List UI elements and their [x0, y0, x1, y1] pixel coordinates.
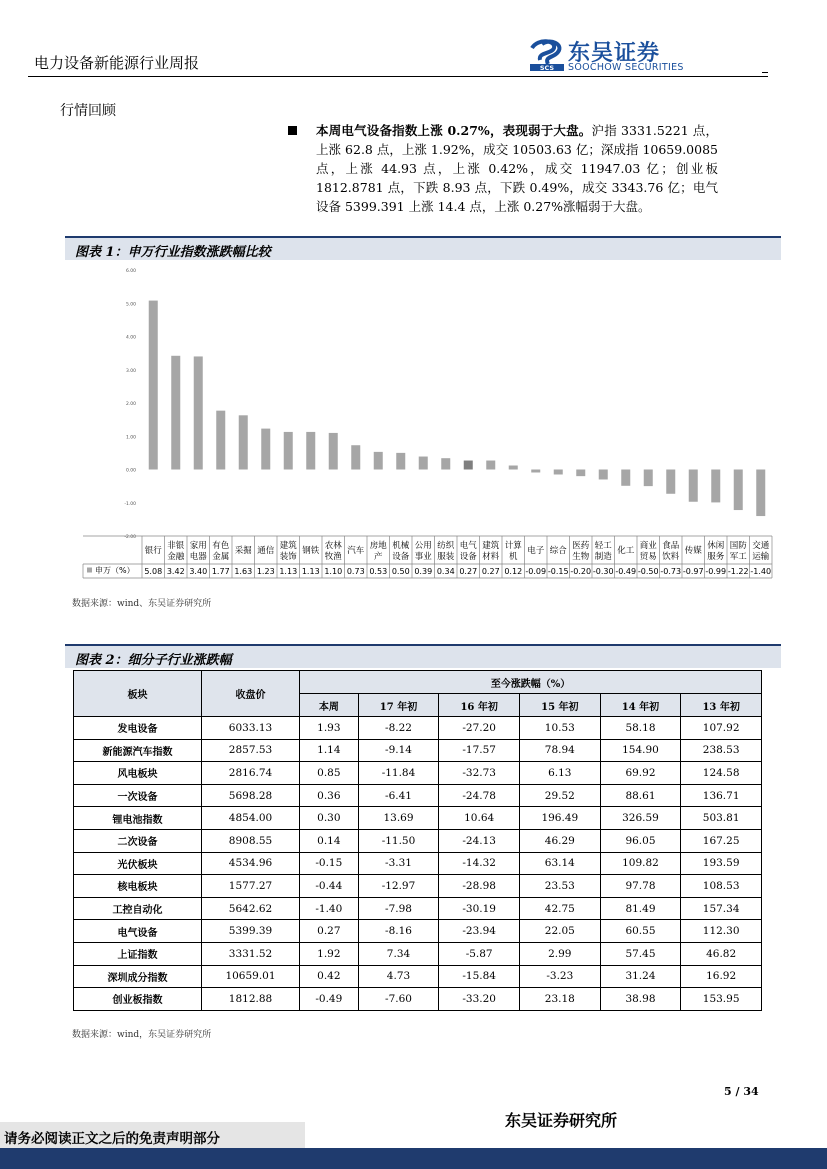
value-label: 3.40	[189, 567, 208, 576]
category-label: 食品	[662, 541, 680, 551]
summary-body: 沪指 3331.5221 点，上涨 62.8 点，上涨 1.92%，成交 10503.63 亿；深成指 10659.0085 点，上涨 44.93 点，上涨 0.42%，成交 11947.03 亿；创业板 1812.8781 点，下跌 8.93 点，下跌 0.49%，成交 3343.76 亿；电气设备 5399.391 上涨 14.4 点，上涨 0.27%涨幅弱于大盘。	[316, 123, 718, 214]
bar-2	[194, 356, 203, 469]
value-cell: -28.98	[439, 875, 520, 898]
value-cell: -7.60	[358, 988, 439, 1011]
category-label: 机械	[392, 541, 410, 551]
bar-12	[419, 457, 428, 470]
value-cell: -32.73	[439, 762, 520, 785]
value-label: 1.77	[211, 567, 230, 576]
value-cell: -6.41	[358, 784, 439, 807]
figure2-source: 数据来源：wind，东吴证券研究所	[72, 1030, 212, 1040]
category-label: 电子	[527, 546, 545, 556]
value-cell: 5698.28	[202, 784, 300, 807]
bar-14	[464, 461, 473, 470]
value-cell: 16.92	[681, 965, 762, 988]
category-label: 金融	[167, 552, 185, 562]
category-label: 非银	[167, 541, 185, 551]
figure1-source: 数据来源：wind、东吴证券研究所	[72, 599, 212, 609]
disclaimer-text: 请务必阅读正文之后的免责声明部分	[4, 1131, 220, 1147]
sector-name-cell: 二次设备	[74, 829, 202, 852]
value-cell: 238.53	[681, 739, 762, 762]
value-label: 1.23	[256, 567, 275, 576]
table-row	[74, 739, 762, 762]
category-label: 农林	[324, 541, 342, 551]
y-tick-label: 4.00	[125, 335, 136, 341]
sector-name-cell: 工控自动化	[74, 897, 202, 920]
footer-band	[0, 1148, 827, 1169]
value-cell: 6.13	[519, 762, 600, 785]
logo-english: SOOCHOW SECURITIES	[568, 62, 684, 73]
scs-logo-mark-icon	[528, 38, 566, 72]
bar-20	[599, 470, 608, 480]
value-cell: 124.58	[681, 762, 762, 785]
value-cell: -14.32	[439, 852, 520, 875]
header-close: 收盘价	[202, 671, 300, 717]
header-dash	[762, 72, 768, 73]
bar-21	[621, 470, 630, 486]
value-label: 0.27	[459, 567, 478, 576]
value-cell: 10659.01	[202, 965, 300, 988]
category-label: 贸易	[639, 552, 657, 562]
header-period-4: 14 年初	[600, 694, 681, 717]
sector-name-cell: 电气设备	[74, 920, 202, 943]
value-cell: -9.14	[358, 739, 439, 762]
category-label: 医药	[572, 541, 590, 551]
value-cell: 4854.00	[202, 807, 300, 830]
value-label: -0.20	[570, 567, 592, 576]
value-cell: 23.18	[519, 988, 600, 1011]
value-cell: -11.84	[358, 762, 439, 785]
category-label: 综合	[549, 546, 567, 556]
value-cell: 29.52	[519, 784, 600, 807]
value-label: 0.27	[481, 567, 500, 576]
figure2-caption-bar	[65, 644, 781, 668]
value-cell: 81.49	[600, 897, 681, 920]
figure1-caption: 图表 1：申万行业指数涨跌幅比较	[75, 245, 271, 260]
figure1-caption-bar	[65, 236, 781, 260]
bar-15	[486, 461, 495, 470]
y-tick-label: 5.00	[125, 302, 136, 308]
sector-name-cell: 锂电池指数	[74, 807, 202, 830]
y-tick-label: -2.00	[124, 535, 136, 540]
header-period-2: 16 年初	[439, 694, 520, 717]
table-row	[74, 965, 762, 988]
bar-0	[149, 301, 158, 470]
category-label: 建筑	[279, 541, 297, 551]
category-label: 休闲	[707, 541, 725, 551]
bar-6	[284, 432, 293, 470]
category-label: 服装	[437, 552, 455, 562]
sector-name-cell: 上证指数	[74, 942, 202, 965]
sector-name-cell: 深圳成分指数	[74, 965, 202, 988]
subsector-table	[73, 670, 762, 1011]
header-divider	[28, 76, 768, 77]
value-label: 0.73	[346, 567, 365, 576]
value-cell: 112.30	[681, 920, 762, 943]
category-label: 饮料	[662, 552, 680, 562]
value-cell: -17.57	[439, 739, 520, 762]
header-period-5: 13 年初	[681, 694, 762, 717]
value-cell: 2.99	[519, 942, 600, 965]
header-period-1: 17 年初	[358, 694, 439, 717]
value-label: -0.50	[637, 567, 659, 576]
value-label: 0.39	[414, 567, 433, 576]
bar-9	[351, 445, 360, 469]
value-cell: 46.29	[519, 829, 600, 852]
category-label: 生物	[572, 552, 590, 562]
category-label: 传媒	[684, 546, 702, 556]
value-cell: 108.53	[681, 875, 762, 898]
bar-27	[756, 470, 765, 517]
value-cell: 109.82	[600, 852, 681, 875]
sector-name-cell: 核电板块	[74, 875, 202, 898]
table-row	[74, 717, 762, 740]
category-label: 电气	[459, 541, 477, 551]
value-cell: 2857.53	[202, 739, 300, 762]
value-cell: 10.53	[519, 717, 600, 740]
value-cell: 1577.27	[202, 875, 300, 898]
value-cell: 0.27	[300, 920, 359, 943]
value-cell: 1.93	[300, 717, 359, 740]
category-label: 运输	[752, 552, 770, 562]
value-cell: 5399.39	[202, 920, 300, 943]
category-label: 钢铁	[302, 546, 320, 556]
value-label: -0.15	[547, 567, 569, 576]
summary-lead: 本周电气设备指数上涨 0.27%，表现弱于大盘。	[316, 123, 592, 138]
value-cell: 42.75	[519, 897, 600, 920]
bar-11	[396, 453, 405, 470]
bar-18	[554, 470, 563, 475]
value-label: -1.22	[727, 567, 749, 576]
value-label: 0.12	[504, 567, 523, 576]
bar-4	[239, 415, 248, 469]
sector-name-cell: 风电板块	[74, 762, 202, 785]
page-number: 5 / 34	[724, 1085, 759, 1098]
value-label: 1.13	[279, 567, 298, 576]
value-label: -0.49	[615, 567, 637, 576]
bar-23	[666, 470, 675, 494]
category-label: 公用	[414, 541, 432, 551]
bar-25	[711, 470, 720, 503]
category-label: 服务	[707, 552, 725, 562]
value-cell: 1812.88	[202, 988, 300, 1011]
value-cell: 46.82	[681, 942, 762, 965]
category-label: 计算	[504, 541, 522, 551]
value-cell: -0.49	[300, 988, 359, 1011]
value-cell: 153.95	[681, 988, 762, 1011]
value-cell: 13.69	[358, 807, 439, 830]
y-tick-label: 1.00	[125, 435, 136, 441]
bar-3	[216, 411, 225, 470]
logo-mark-text: SCS	[539, 64, 555, 72]
value-cell: -1.40	[300, 897, 359, 920]
category-label: 汽车	[347, 546, 365, 556]
table-row	[74, 762, 762, 785]
logo-chinese: 东吴证券	[568, 41, 661, 66]
value-cell: -24.13	[439, 829, 520, 852]
value-label: -1.40	[750, 567, 772, 576]
value-cell: 3331.52	[202, 942, 300, 965]
value-cell: 6033.13	[202, 717, 300, 740]
value-cell: 60.55	[600, 920, 681, 943]
category-label: 采掘	[234, 546, 252, 556]
category-label: 机	[508, 552, 518, 562]
value-label: -0.09	[525, 567, 547, 576]
header-change-group: 至今涨跌幅（%）	[300, 671, 762, 694]
bar-26	[734, 470, 743, 511]
bar-24	[689, 470, 698, 502]
value-cell: -0.44	[300, 875, 359, 898]
value-label: 0.53	[369, 567, 388, 576]
category-label: 牧渔	[324, 552, 342, 562]
value-cell: 96.05	[600, 829, 681, 852]
value-cell: 107.92	[681, 717, 762, 740]
bar-17	[531, 470, 540, 473]
category-label: 装饰	[279, 552, 297, 562]
header-period-0: 本周	[300, 694, 359, 717]
value-label: 1.63	[234, 567, 253, 576]
value-cell: 22.05	[519, 920, 600, 943]
industry-chart	[65, 262, 781, 582]
square-bullet-icon	[288, 126, 297, 135]
value-cell: 7.34	[358, 942, 439, 965]
value-cell: -33.20	[439, 988, 520, 1011]
value-cell: -3.31	[358, 852, 439, 875]
value-cell: 8908.55	[202, 829, 300, 852]
value-cell: 136.71	[681, 784, 762, 807]
value-cell: 1.14	[300, 739, 359, 762]
table-row	[74, 897, 762, 920]
value-cell: 38.98	[600, 988, 681, 1011]
category-label: 交通	[752, 541, 770, 551]
category-label: 制造	[594, 552, 612, 562]
value-cell: 4.73	[358, 965, 439, 988]
value-cell: 78.94	[519, 739, 600, 762]
company-logo	[528, 38, 698, 74]
value-cell: 97.78	[600, 875, 681, 898]
value-label: 1.13	[301, 567, 320, 576]
table-row	[74, 920, 762, 943]
value-cell: 31.24	[600, 965, 681, 988]
category-label: 化工	[617, 546, 635, 556]
value-cell: 4534.96	[202, 852, 300, 875]
value-cell: 2816.74	[202, 762, 300, 785]
sector-name-cell: 一次设备	[74, 784, 202, 807]
value-cell: 326.59	[600, 807, 681, 830]
sector-name-cell: 创业板指数	[74, 988, 202, 1011]
value-cell: -8.16	[358, 920, 439, 943]
bar-16	[509, 466, 518, 470]
value-cell: -30.19	[439, 897, 520, 920]
sector-name-cell: 新能源汽车指数	[74, 739, 202, 762]
value-cell: 58.18	[600, 717, 681, 740]
value-cell: 503.81	[681, 807, 762, 830]
category-label: 国防	[729, 541, 747, 551]
sector-name-cell: 发电设备	[74, 717, 202, 740]
value-cell: 5642.62	[202, 897, 300, 920]
bar-chart-svg	[65, 262, 781, 582]
bar-1	[171, 356, 180, 470]
value-cell: -27.20	[439, 717, 520, 740]
value-cell: -12.97	[358, 875, 439, 898]
value-cell: 63.14	[519, 852, 600, 875]
value-cell: -15.84	[439, 965, 520, 988]
table-row	[74, 807, 762, 830]
value-label: -0.99	[705, 567, 727, 576]
value-label: 0.50	[391, 567, 410, 576]
table-row	[74, 784, 762, 807]
y-tick-label: 2.00	[125, 402, 136, 407]
value-cell: -3.23	[519, 965, 600, 988]
value-cell: -23.94	[439, 920, 520, 943]
value-cell: -24.78	[439, 784, 520, 807]
figure2-caption: 图表 2：细分子行业涨跌幅	[75, 653, 232, 668]
value-label: 0.34	[436, 567, 455, 576]
value-label: -0.97	[682, 567, 704, 576]
legend-swatch	[87, 568, 92, 573]
value-cell: 57.45	[600, 942, 681, 965]
y-tick-label: 3.00	[125, 368, 136, 374]
bar-7	[306, 432, 315, 470]
value-cell: 0.42	[300, 965, 359, 988]
value-cell: -0.15	[300, 852, 359, 875]
value-cell: 0.85	[300, 762, 359, 785]
value-cell: 23.53	[519, 875, 600, 898]
y-tick-label: 6.00	[125, 269, 136, 274]
value-cell: -8.22	[358, 717, 439, 740]
value-cell: 167.25	[681, 829, 762, 852]
bar-19	[576, 470, 585, 477]
category-label: 军工	[729, 552, 747, 562]
category-label: 商业	[639, 541, 657, 551]
bar-5	[261, 429, 270, 470]
table-row	[74, 852, 762, 875]
category-label: 设备	[392, 552, 410, 562]
market-summary	[288, 121, 718, 216]
value-cell: 0.36	[300, 784, 359, 807]
y-tick-label: -1.00	[124, 501, 136, 507]
summary-paragraph	[316, 121, 718, 216]
table-row	[74, 988, 762, 1011]
value-cell: 10.64	[439, 807, 520, 830]
category-label: 材料	[482, 552, 500, 562]
value-cell: 157.34	[681, 897, 762, 920]
value-cell: 88.61	[600, 784, 681, 807]
category-label: 家用	[189, 541, 207, 551]
category-label: 电器	[189, 552, 207, 562]
value-cell: 0.30	[300, 807, 359, 830]
y-tick-label: 0.00	[125, 468, 136, 474]
category-label: 建筑	[482, 541, 500, 551]
table-row	[74, 829, 762, 852]
value-cell: -7.98	[358, 897, 439, 920]
value-label: -0.73	[660, 567, 682, 576]
report-title: 电力设备新能源行业周报	[34, 54, 200, 72]
category-label: 有色	[212, 541, 230, 551]
category-label: 银行	[144, 546, 162, 556]
category-label: 房地	[369, 541, 387, 551]
value-label: -0.30	[592, 567, 614, 576]
value-cell: 193.59	[681, 852, 762, 875]
header-sector: 板块	[74, 671, 202, 717]
category-label: 事业	[414, 552, 432, 562]
sector-name-cell: 光伏板块	[74, 852, 202, 875]
value-label: 1.10	[324, 567, 343, 576]
value-cell: 0.14	[300, 829, 359, 852]
category-label: 通信	[257, 546, 275, 556]
category-label: 设备	[459, 552, 477, 562]
bar-10	[374, 452, 383, 470]
value-cell: 69.92	[600, 762, 681, 785]
bar-13	[441, 458, 450, 469]
header-period-3: 15 年初	[519, 694, 600, 717]
value-cell: -11.50	[358, 829, 439, 852]
value-cell: 154.90	[600, 739, 681, 762]
bar-22	[644, 470, 653, 487]
section-title: 行情回顾	[60, 103, 116, 119]
value-cell: 196.49	[519, 807, 600, 830]
category-label: 产	[373, 552, 383, 562]
legend-label: 申万（%）	[95, 566, 135, 575]
table-body	[74, 717, 762, 1011]
table-row	[74, 875, 762, 898]
category-label: 金属	[212, 552, 230, 562]
value-cell: 1.92	[300, 942, 359, 965]
category-label: 轻工	[594, 541, 612, 551]
category-label: 纺织	[437, 541, 455, 551]
bar-8	[329, 433, 338, 470]
value-label: 5.08	[144, 567, 163, 576]
value-label: 3.42	[166, 567, 185, 576]
footer-institute: 东吴证券研究所	[505, 1111, 618, 1130]
table-row	[74, 942, 762, 965]
value-cell: -5.87	[439, 942, 520, 965]
